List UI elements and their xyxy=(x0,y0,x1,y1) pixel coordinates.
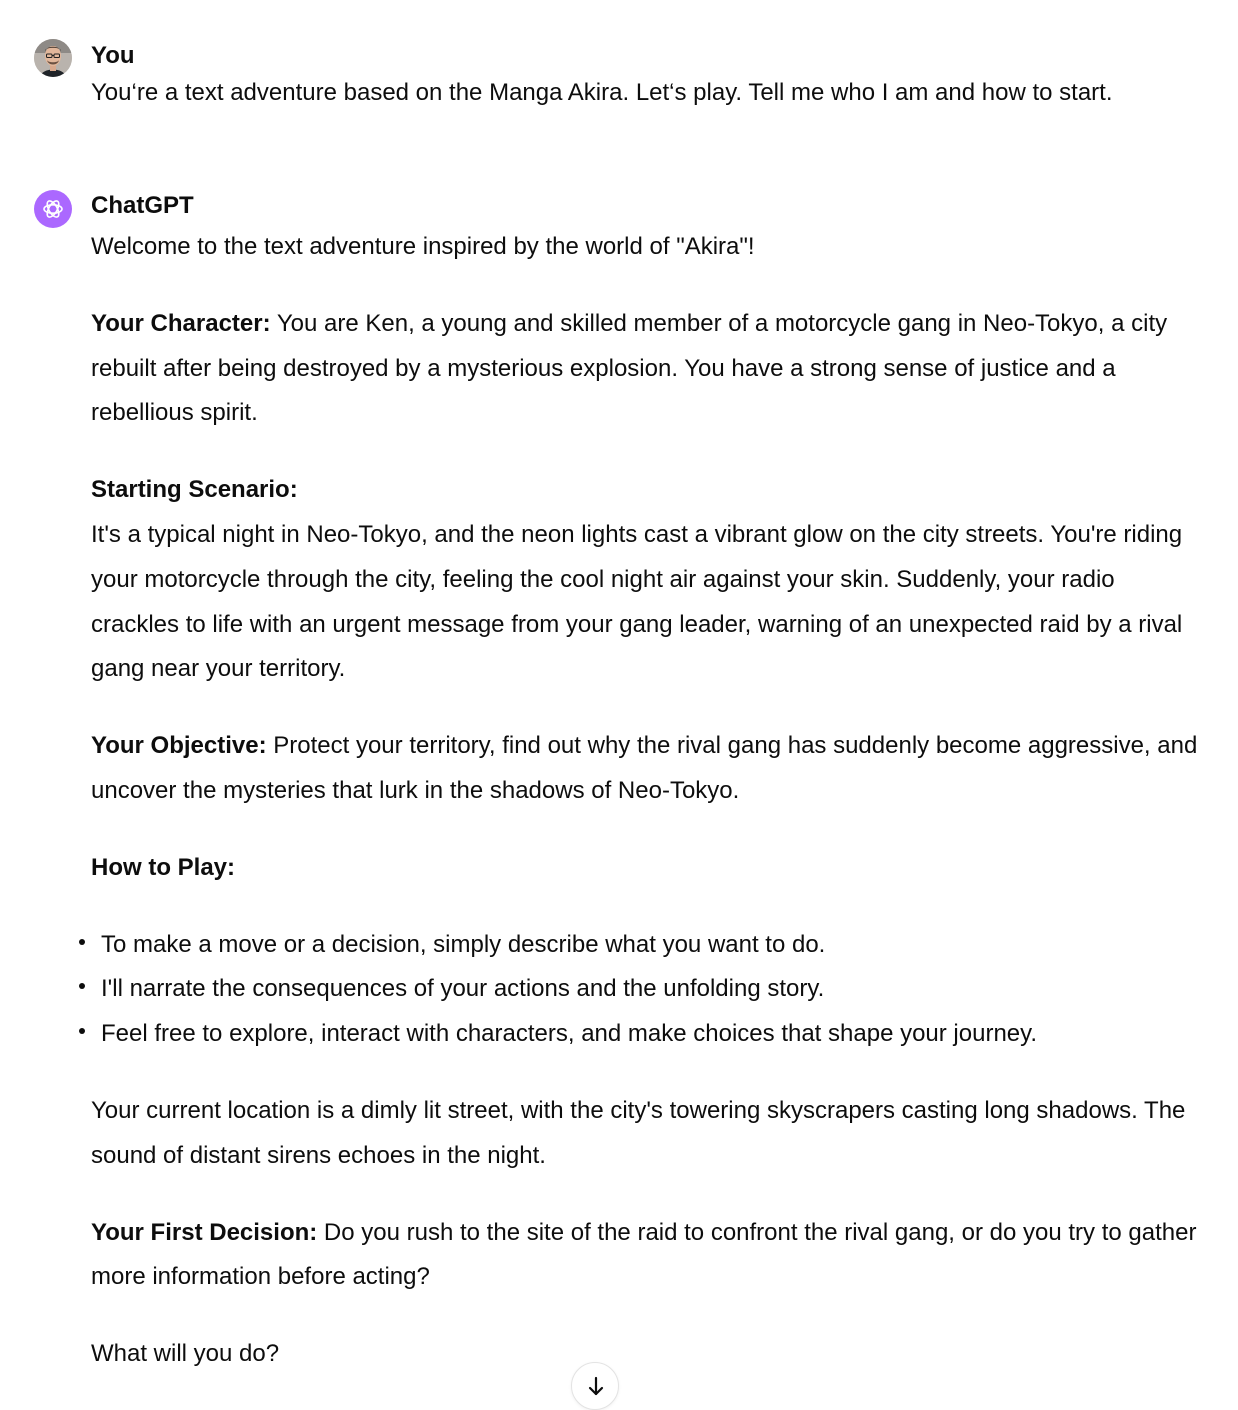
decision-label: Your First Decision: xyxy=(91,1218,318,1246)
chatgpt-avatar xyxy=(34,190,72,228)
closing-paragraph: What will you do? xyxy=(91,1340,280,1368)
location-paragraph: Your current location is a dimly lit street, with the city's towering skyscrapers casting long shadows. The sound of distant sirens echoes in the night. xyxy=(91,1096,1186,1169)
assistant-author-name: ChatGPT xyxy=(91,192,194,219)
scenario-heading xyxy=(91,468,1201,513)
list-item: Feel free to explore, interact with characters, and make choices that shape your journey. xyxy=(91,1012,1201,1057)
scroll-to-bottom-button[interactable] xyxy=(571,1362,619,1410)
objective-paragraph xyxy=(91,724,1201,814)
user-message-body: You‘re a text adventure based on the Manga Akira. Let‘s play. Tell me who I am and how to start. xyxy=(91,79,1113,106)
character-text: You are Ken, a young and skilled member of a motorcycle gang in Neo-Tokyo, a city rebuilt after being destroyed by a mysterious explosion. You have a strong sense of justice and a rebellious spirit. xyxy=(91,309,1168,427)
list-item: To make a move or a decision, simply describe what you want to do. xyxy=(91,923,1201,968)
character-label: Your Character: xyxy=(91,309,271,337)
arrow-down-icon xyxy=(586,1375,606,1399)
openai-logo-icon xyxy=(40,196,66,222)
howto-heading xyxy=(91,846,1201,891)
objective-text: Protect your territory, find out why the rival gang has suddenly become aggressive, and uncover the mysteries that lurk in the shadows of Neo-Tokyo. xyxy=(91,732,1198,804)
user-message-text xyxy=(91,71,1201,116)
scenario-paragraph: It's a typical night in Neo-Tokyo, and the neon lights cast a vibrant glow on the city streets. You're riding your motorcycle through the city, feeling the cool night air against your skin. Suddenly, your radio crackles to life with an urgent message from your gang leader, warning of an unexpected raid by a rival gang near your territory. xyxy=(91,520,1183,683)
list-item: I'll narrate the consequences of your actions and the unfolding story. xyxy=(91,967,1201,1012)
howto-label: How to Play: xyxy=(91,853,236,881)
scenario-label: Starting Scenario: xyxy=(91,476,298,504)
assistant-message-text xyxy=(91,225,1201,1377)
character-paragraph xyxy=(91,302,1201,436)
intro-paragraph: Welcome to the text adventure inspired by the world of "Akira"! xyxy=(91,233,755,260)
decision-text: Do you rush to the site of the raid to confront the rival gang, or do you try to gather more information before acting? xyxy=(91,1218,1197,1291)
howto-list xyxy=(91,923,1201,1057)
objective-label: Your Objective: xyxy=(91,732,267,760)
user-avatar xyxy=(34,39,72,77)
user-author-name: You xyxy=(91,42,135,69)
decision-paragraph xyxy=(91,1211,1201,1301)
